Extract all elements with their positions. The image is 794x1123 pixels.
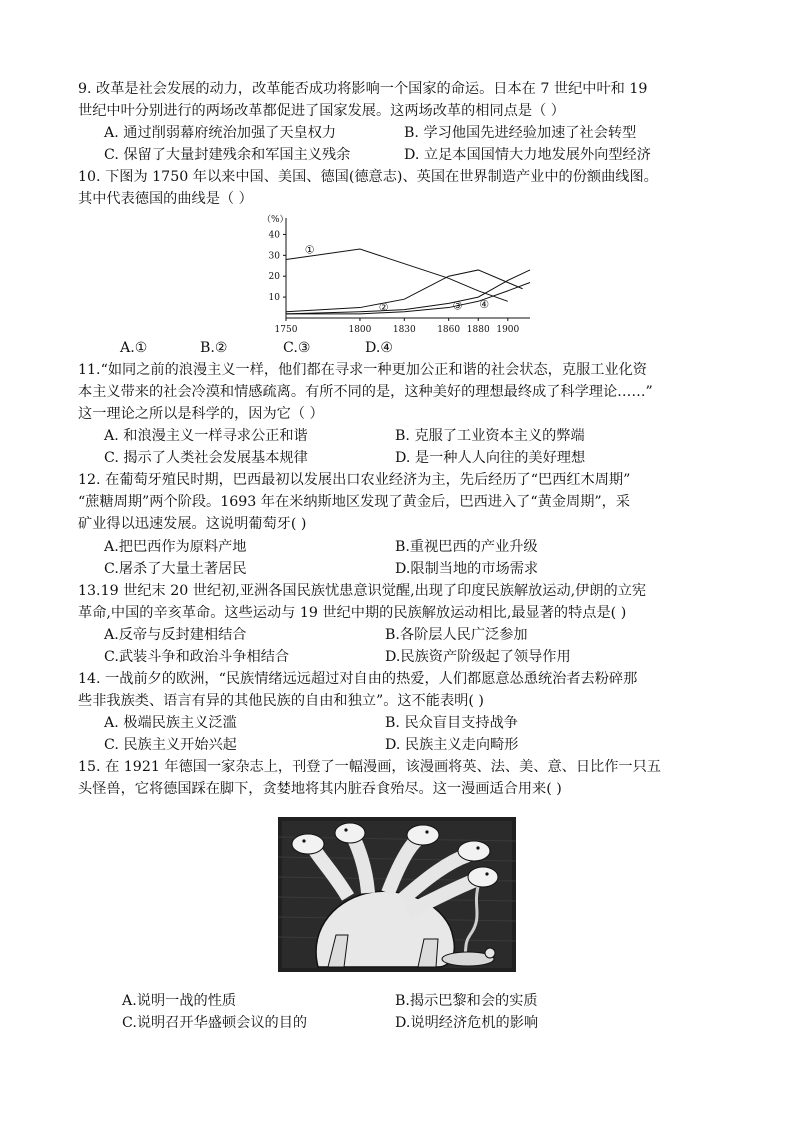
q13-option-c[interactable]: C.武装斗争和政治斗争相结合	[104, 649, 290, 665]
q15-option-b[interactable]: B.揭示巴黎和会的实质	[395, 993, 538, 1009]
q14-option-a[interactable]: A. 极端民族主义泛滥	[104, 715, 237, 731]
q14-stem-line-2: 些非我族类、语言有异的其他民族的自由和独立”。这不能表明( )	[78, 693, 484, 709]
q12-stem-line-3: 矿业得以迅速发展。这说明葡萄牙( )	[78, 516, 307, 532]
series-label-1: ①	[304, 243, 315, 257]
q11-option-d[interactable]: D. 是一种人人向往的美好理想	[395, 450, 586, 466]
q13-stem-line-1: 13.19 世纪末 20 世纪初,亚洲各国民族忧患意识觉醒,出现了印度民族解放运动,伊朗的立宪	[78, 583, 647, 599]
q10-stem-line-2: 其中代表德国的曲线是（ ）	[78, 191, 253, 207]
y-tick-label: 10	[268, 293, 280, 304]
q12-option-a[interactable]: A.把巴西作为原料产地	[104, 539, 247, 555]
q9-option-d[interactable]: D. 立足本国国情大力地发展外向型经济	[404, 147, 651, 163]
q11-stem-line-3: 这一理论之所以是科学的，因为它（ ）	[78, 406, 324, 422]
q15-option-c[interactable]: C.说明召开华盛顿会议的目的	[122, 1015, 308, 1031]
q11-option-c[interactable]: C. 揭示了人类社会发展基本规律	[104, 450, 308, 466]
series-label-3: ③	[452, 299, 463, 313]
chart-series-lines	[286, 249, 530, 314]
q14-option-d[interactable]: D. 民族主义走向畸形	[385, 737, 519, 753]
y-tick-label: 20	[268, 272, 280, 283]
x-tick-label: 1900	[496, 325, 520, 335]
x-tick-label: 1860	[437, 325, 461, 335]
q15-stem-line-1: 15. 在 1921 年德国一家杂志上，刊登了一幅漫画，该漫画将英、法、美、意、日比作一只五	[78, 759, 661, 775]
q9-option-c[interactable]: C. 保留了大量封建残余和军国主义残余	[104, 147, 351, 163]
q13-option-d[interactable]: D.民族资产阶级起了领导作用	[385, 649, 571, 665]
q13-option-b[interactable]: B.各阶层人民广泛参加	[385, 627, 528, 643]
q14-option-b[interactable]: B. 民众盲目支持战争	[385, 715, 518, 731]
q14-option-c[interactable]: C. 民族主义开始兴起	[104, 737, 237, 753]
q10-option-c[interactable]: C.③	[283, 340, 311, 356]
q15-option-a[interactable]: A.说明一战的性质	[122, 993, 237, 1009]
x-tick-label: 1830	[392, 325, 416, 335]
q11-option-a[interactable]: A. 和浪漫主义一样寻求公正和谐	[104, 428, 308, 444]
series-label-4: ④	[479, 297, 490, 311]
chart-series-labels	[305, 243, 489, 313]
q12-stem-line-2: “蔗糖周期”两个阶段。1693 年在米纳斯地区发现了黄金后，巴西进入了“黄金周期”，采	[78, 494, 631, 510]
y-tick-label: 30	[268, 251, 280, 262]
x-tick-label: 1750	[274, 325, 298, 335]
q11-option-b[interactable]: B. 克服了工业资本主义的弊端	[395, 428, 585, 444]
q10-stem-line-1: 10. 下图为 1750 年以来中国、美国、德国(德意志)、英国在世界制造产业中的份额曲线图。	[78, 169, 658, 185]
q12-option-c[interactable]: C.屠杀了大量土著居民	[104, 561, 247, 577]
q10-option-b[interactable]: B.②	[200, 340, 228, 356]
series-label-2: ②	[378, 300, 389, 314]
y-axis-label: （%）	[262, 215, 289, 225]
q12-stem-line-1: 12. 在葡萄牙殖民时期，巴西最初以发展出口农业经济为主，先后经历了“巴西红木周期”	[78, 472, 631, 488]
q10-option-d[interactable]: D.④	[365, 340, 394, 356]
q9-stem-line-2: 世纪中叶分别进行的两场改革都促进了国家发展。这两场改革的相同点是（ ）	[78, 103, 565, 119]
q9-option-b[interactable]: B. 学习他国先进经验加速了社会转型	[404, 125, 637, 141]
q13-stem-line-2: 革命,中国的辛亥革命。这些运动与 19 世纪中期的民族解放运动相比,最显著的特点是( )	[78, 605, 627, 621]
five-headed-beast-cartoon	[278, 817, 516, 972]
q11-stem-line-1: 11.“如同之前的浪漫主义一样，他们都在寻求一种更加公正和谐的社会状态，克服工业化资	[78, 362, 647, 378]
q10-option-a[interactable]: A.①	[120, 340, 148, 356]
q11-stem-line-2: 本主义带来的社会冷漠和情感疏离。有所不同的是，这种美好的理想最终成了科学理论……”	[78, 384, 653, 400]
q12-option-d[interactable]: D.限制当地的市场需求	[395, 561, 539, 577]
q15-option-d[interactable]: D.说明经济危机的影响	[395, 1015, 539, 1031]
q9-stem-line-1: 9. 改革是社会发展的动力，改革能否成功将影响一个国家的命运。日本在 7 世纪中叶和 19	[78, 81, 648, 97]
q9-option-a[interactable]: A. 通过削弱幕府统治加强了天皇权力	[104, 125, 337, 141]
q12-option-b[interactable]: B.重视巴西的产业升级	[395, 539, 538, 555]
cartoon-illustration	[278, 817, 516, 972]
x-tick-label: 1800	[348, 325, 372, 335]
y-tick-label: 40	[268, 230, 280, 241]
manufacturing-share-chart	[250, 212, 540, 336]
q15-stem-line-2: 头怪兽，它将德国踩在脚下，贪婪地将其内脏吞食殆尽。这一漫画适合用来( )	[78, 781, 562, 797]
x-tick-label: 1880	[466, 325, 490, 335]
series-line-1	[286, 249, 508, 301]
q14-stem-line-1: 14. 一战前夕的欧洲，“民族情绪远远超过对自由的热爱，人们都愿意怂恿统治者去粉碎那	[78, 671, 638, 687]
q13-option-a[interactable]: A.反帝与反封建相结合	[104, 627, 247, 643]
